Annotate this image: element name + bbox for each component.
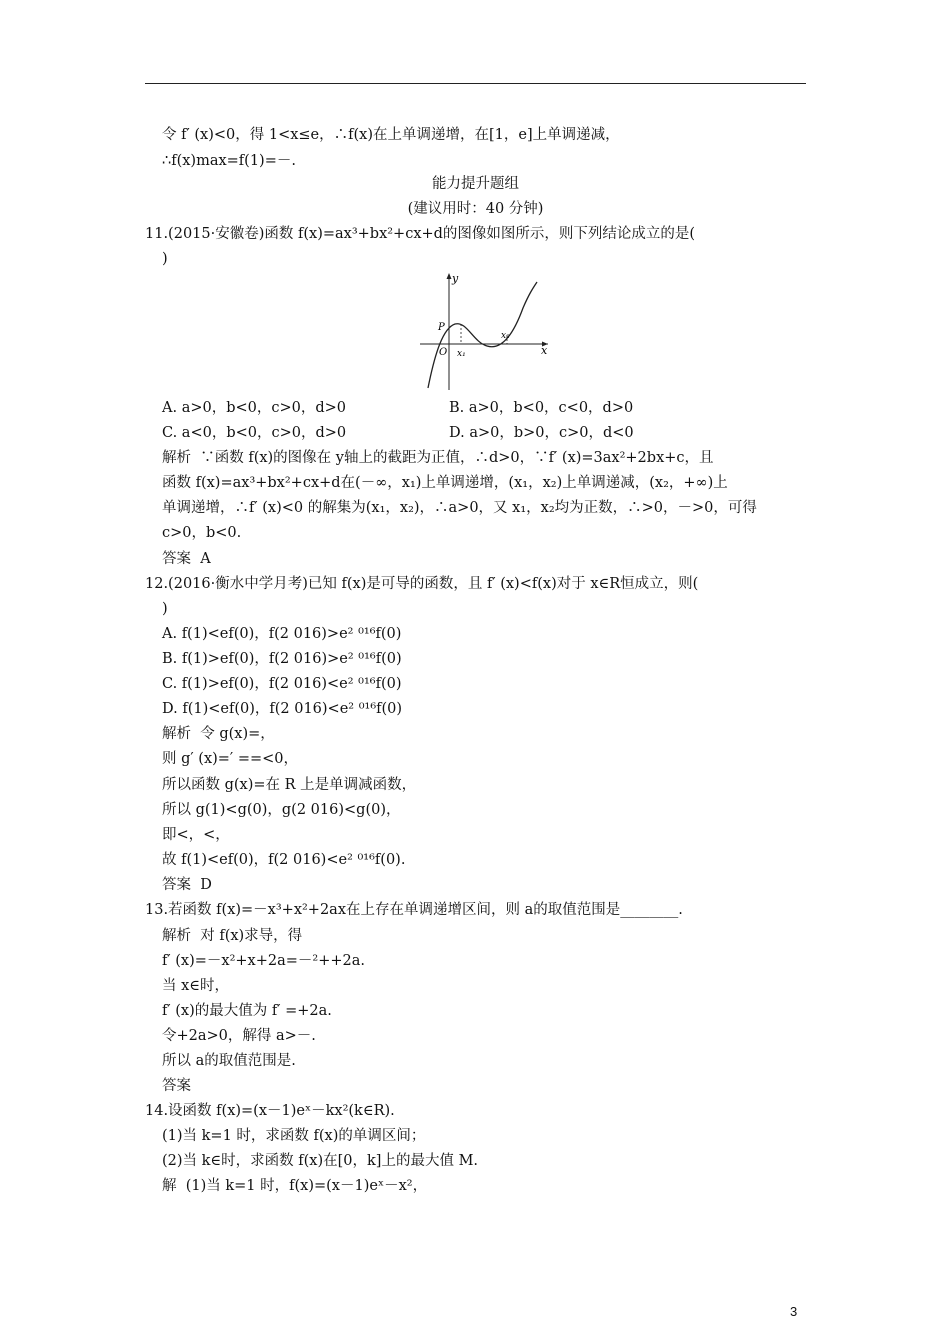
solution-line: 则 g′ (x)=′ ==<0， [162,751,299,767]
answer-line: 答案 D [162,877,212,893]
solution-line: 解 (1)当 k=1 时，f(x)=(x－1)eˣ－x²， [162,1178,428,1194]
text-line: 令 f′ (x)<0，得 1<x≤e，∴f(x)在上单调递增，在[1，e]上单调递减， [162,127,620,143]
question-13: 13.若函数 f(x)=－x³+x²+2ax在上存在单调递增区间，则 a的取值范围是________. [145,902,683,918]
text-line: ∴f(x)max=f(1)=－. [162,153,296,169]
section-subtitle: (建议用时：40 分钟) [407,201,544,217]
solution-line: 函数 f(x)=ax³+bx²+cx+d在(－∞，x₁)上单调递增，(x₁，x₂)上单调递减，(x₂，+∞)上 [162,475,728,491]
option-b: B. f(1)>ef(0)，f(2 016)>e² ⁰¹⁶f(0) [162,651,402,667]
solution-line: 所以 g(1)<g(0)，g(2 016)<g(0)， [162,802,401,818]
header-rule [145,83,806,84]
option-c: C. a<0，b<0，c>0，d>0 [162,425,347,441]
option-c: C. f(1)>ef(0)，f(2 016)<e² ⁰¹⁶f(0) [162,676,402,692]
solution-line: 单调递增，∴f′ (x)<0 的解集为(x₁，x₂)，∴a>0，又 x₁，x₂均为正数，∴>0，－>0，可得 [162,500,757,516]
question-12: 12.(2016·衡水中学月考)已知 f(x)是可导的函数，且 f′ (x)<f(x)对于 x∈R恒成立，则( [145,576,699,592]
cubic-function-graph [415,268,555,393]
solution-line: 解析 ∵函数 f(x)的图像在 y轴上的截距为正值，∴d>0，∵f′ (x)=3ax²+2bx+c，且 [162,450,714,466]
option-d: D. f(1)<ef(0)，f(2 016)<e² ⁰¹⁶f(0) [162,701,403,717]
solution-line: 解析 令 g(x)=， [162,726,275,742]
option-a: A. f(1)<ef(0)，f(2 016)>e² ⁰¹⁶f(0) [162,626,402,642]
question-14: 14.设函数 f(x)=(x－1)eˣ－kx²(k∈R). [145,1103,395,1119]
section-title: 能力提升题组 [432,176,519,192]
solution-line: f′ (x)=－x²+x+2a=－²++2a. [162,953,365,969]
page-number: 3 [790,1304,798,1319]
option-b: B. a>0，b<0，c<0，d>0 [449,400,634,416]
text-line: (1)当 k=1 时，求函数 f(x)的单调区间； [162,1128,426,1144]
solution-line: 当 x∈时， [162,978,230,994]
option-d: D. a>0，b>0，c>0，d<0 [449,425,634,441]
question-11: 11.(2015·安徽卷)函数 f(x)=ax³+bx²+cx+d的图像如图所示，则下列结论成立的是( [145,226,696,242]
text-line: (2)当 k∈时，求函数 f(x)在[0，k]上的最大值 M. [162,1153,479,1169]
answer-line: 答案 A [162,551,211,567]
solution-line: 所以函数 g(x)=在 R 上是单调减函数， [162,777,417,793]
y-axis-label: y [452,272,459,285]
x-axis-label: x [541,344,548,357]
solution-line: f′ (x)的最大值为 f′ =+2a. [162,1003,332,1019]
solution-line: c>0，b<0. [162,525,242,541]
point-p-label: P [438,322,445,333]
text-line: ) [162,251,168,267]
solution-line: 故 f(1)<ef(0)，f(2 016)<e² ⁰¹⁶f(0). [162,852,406,868]
solution-line: 即<，<， [162,827,230,843]
solution-line: 解析 对 f(x)求导，得 [162,928,303,944]
answer-line: 答案 [162,1078,191,1094]
x1-label: x₁ [457,349,466,359]
solution-line: 令+2a>0，解得 a>－. [162,1028,316,1044]
option-a: A. a>0，b<0，c>0，d>0 [162,400,347,416]
x2-label: x₂ [501,331,510,341]
solution-line: 所以 a的取值范围是. [162,1053,296,1069]
text-line: ) [162,601,168,617]
origin-label: O [439,347,448,358]
